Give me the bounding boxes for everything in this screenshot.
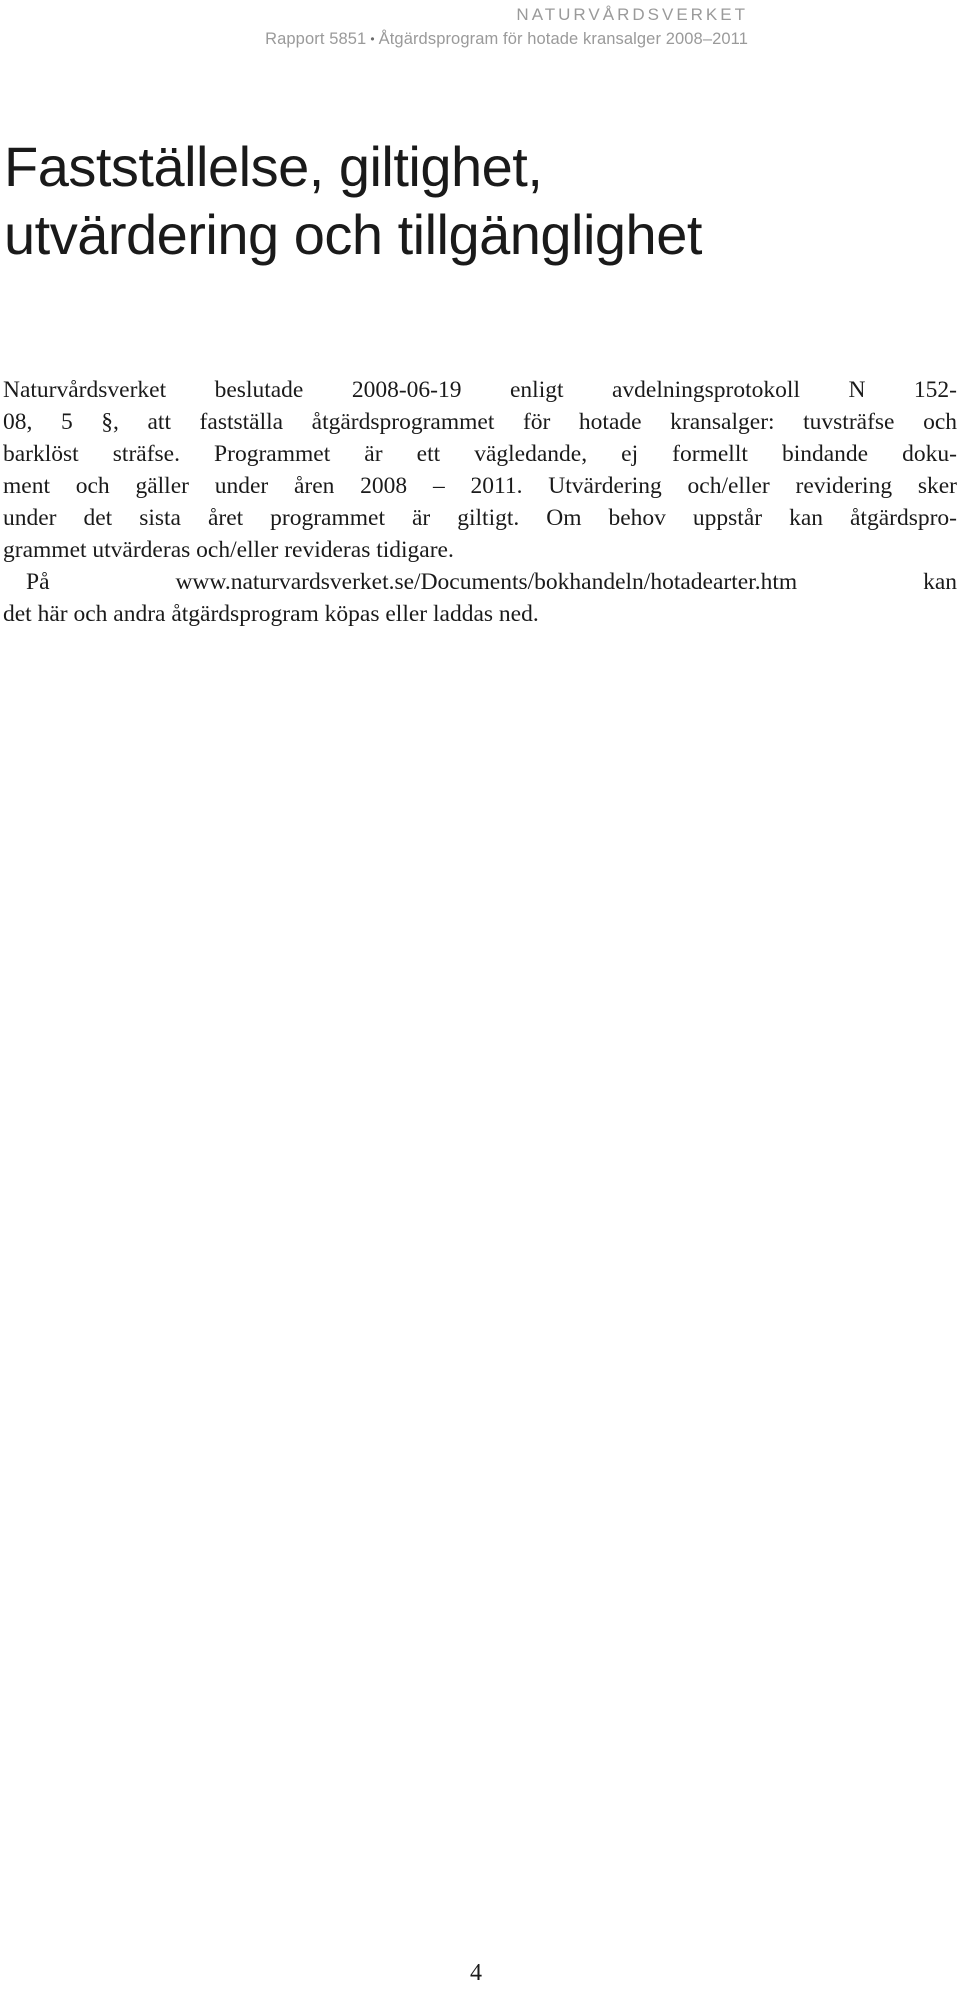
page-number: 4: [470, 1960, 482, 1986]
body-line-6: grammet utvärderas och/eller revideras tidigare.: [3, 537, 454, 563]
body-line-5: under det sista året programmet är giltigt. Om behov uppstår kan åtgärdspro-: [3, 505, 957, 531]
report-number: Rapport 5851: [265, 30, 367, 48]
body-line-7: På www.naturvardsverket.se/Documents/bokhandeln/hotadearter.htm kan: [26, 569, 957, 595]
bullet-separator: •: [370, 32, 375, 46]
report-line: [265, 28, 748, 50]
running-head: [265, 4, 748, 50]
body-line-8: det här och andra åtgärdsprogram köpas eller laddas ned.: [3, 601, 539, 627]
body-line-4: ment och gäller under åren 2008 – 2011. Utvärdering och/eller revidering sker: [3, 473, 957, 499]
body-paragraph: [3, 374, 957, 630]
section-title: [4, 133, 702, 269]
report-title: Åtgärdsprogram för hotade kransalger 2008–2011: [378, 30, 748, 48]
organization-name: NATURVÅRDSVERKET: [516, 5, 748, 24]
body-line-2: 08, 5 §, att fastställa åtgärdsprogrammet för hotade kransalger: tuvsträfse och: [3, 409, 957, 435]
body-line-3: barklöst sträfse. Programmet är ett vägledande, ej formellt bindande doku-: [3, 441, 957, 467]
section-title-line-1: Fastställelse, giltighet,: [4, 135, 543, 198]
body-line-1: Naturvårdsverket beslutade 2008-06-19 enligt avdelningsprotokoll N 152-: [3, 377, 957, 403]
section-title-line-2: utvärdering och tillgänglighet: [4, 203, 702, 266]
